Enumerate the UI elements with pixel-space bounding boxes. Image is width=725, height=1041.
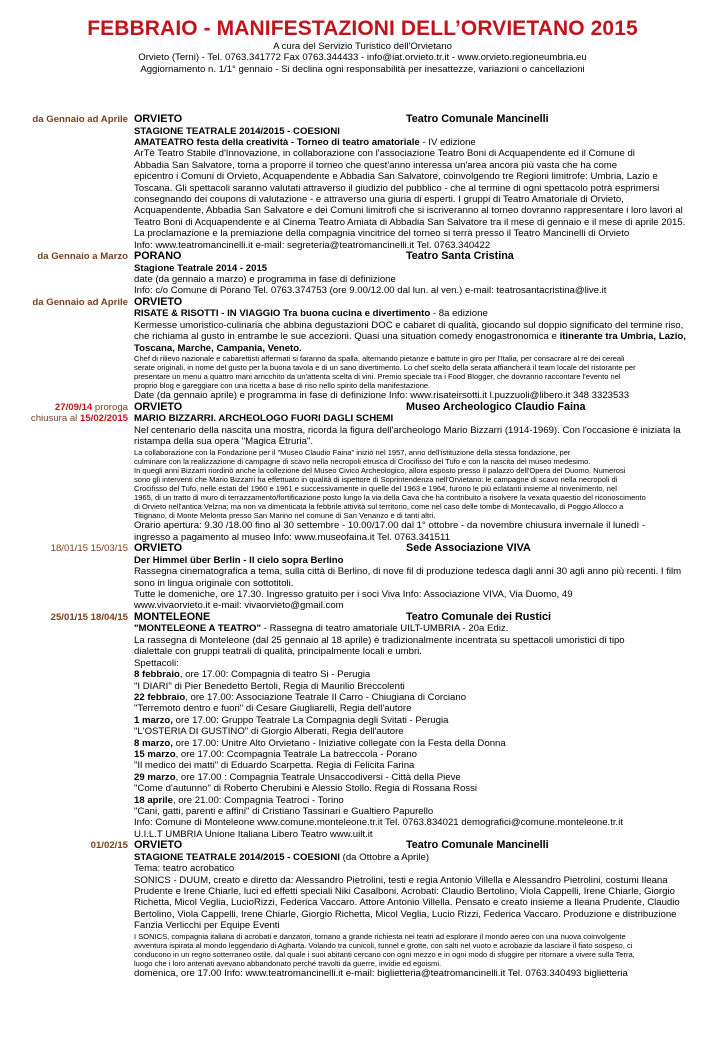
schedule-date: 18 aprile [134,794,173,806]
event-venue: Teatro Comunale dei Rustici [406,610,551,623]
schedule-company: , ore 21.00: Compagnia Teatroci - Torino [172,794,344,806]
events-list [0,114,725,979]
event-date [0,251,134,297]
event-heading [134,114,694,126]
event-date-line [0,413,128,424]
event-city: PORANO [134,250,182,263]
event-info: U.I.L.T UMBRIA Unione Italiana Libero Teatro www.uilt.it [134,828,373,840]
event-fineprint: Crocifisso del Tufo, nelle estati del 1960 e 1961 e successivamente in quelle del 1963 e 1964, furono le più eclatanti insieme al rinvenimento, nel [134,484,617,494]
event-info: www.vivaorvieto.it e-mail: vivaorvieto@gmail.com [134,600,344,612]
event-line: ristampa della sua opera "Magica Etruria". [134,436,314,448]
event-fineprint: La collaborazione con la Fondazione per il "Museo Claudio Faina" iniziò nel 1957, anno dell'istituzione della stessa fondazione, per [134,447,571,457]
event-line: Bertolino, Viola Cappelli, Irene Chiarle, Giorgio Richetta, Micol Veglia, Lucio Rizzi, Federica Vaccaro. Produzione e distribuzione [134,908,677,920]
event-fineprint: conducono in un regno sotterraneo ostile, dal quale i suoi abitanti cercano con ogni mezzo e in ogni modo di sfuggire per ritornare a vivere sulla Terra, [134,949,635,959]
event-info: domenica, ore 17.00 Info: www.teatromancinelli.it e-mail: biglietteria@teatromancinelli.it Tel. 0763.340493 biglietteria [134,968,628,979]
event-fineprint: Titignano, di Monte Melonta presso San Marino nel comune di San Venanzo e di tanti altri. [134,511,436,521]
event-body [134,251,694,297]
event-edition: - 8a edizione [430,308,488,320]
event-info: Info: c/o Comune di Porano Tel. 0763.374753 (ore 9.00/12.00 dal lun. al ven.) e-mail: teatrosantacristina@live.it [134,285,607,297]
schedule-date: 1 marzo, [134,714,173,726]
event-line: Prudente e Irene Chiarle, luci ed effetti speciali Niki Casalboni. Acrobati: Claudio Bertolino, Viola Cappelli, Irene Chiarle, Giorgio [134,886,675,897]
event-date-text: 18/01/15 15/03/15 [50,543,128,555]
event-edition: - IV edizione [419,137,476,148]
event-date-end: 15/02/2015 [79,413,128,425]
event-line: Teatro Boni di Acquapendente e al Cinema Teatro Amiata di Abbadia San Salvatore tra il mese di gennaio e il mese di aprile 2015. [134,216,686,228]
event-entry [0,251,725,297]
event-line: Toscana. Gli spettacoli saranno valutati attraverso il giudizio del pubblico - che al termine di ogni spettacolo potrà esprimersi [134,182,660,194]
event-date-text: 01/02/15 [90,840,128,852]
event-date-line [0,402,128,413]
event-line: ArTè Teatro Stabile d'Innovazione, in collaborazione con l'associazione Teatro Boni di Acquapendente ed il Comune di [134,148,635,160]
schedule-company: , ore 17.00: Ccompagnia Teatrale La batreccola - Porano [175,748,418,760]
event-body [134,114,694,251]
event-line: Stagione Teatrale 2014 - 2015 [134,262,268,274]
event-line: La proclamazione e la premiazione della compagnia vincitrice del torneo si terrà presso il Teatro Mancinelli di Orvieto [134,228,630,240]
event-line: consegnando dei coupons di valutazione - e attraverso una giuria di esperti. I gruppi di Teatro Amatoriale di Orvieto, [134,194,624,206]
event-city: ORVIETO [134,295,183,308]
schedule-date: 22 febbraio [134,691,186,703]
schedule-company: ore 17.00: Unitre Alto Orvietano - Iniziative collegate con la Festa della Donna [172,737,506,749]
event-subtitle: AMATEATRO festa della creatività - Torneo di teatro amatoriale [134,137,420,148]
schedule-company: , ore 17.00 : Compagnia Teatrale Unsaccodiversi - Città della Pieve [175,771,461,783]
event-line: MARIO BIZZARRI. ARCHEOLOGO FUORI DAGLI SCHEMI [134,413,394,425]
event-line: Orario apertura: 9.30 /18.00 fino al 30 settembre - 10.00/17.00 dal 1° ottobre - da novembre chiusura invernale il lunedì - [134,520,646,532]
event-line: Der Himmel über Berlin - Il cielo sopra Berlino [134,554,344,566]
event-line: dialettale con gruppi teatrali di qualità, principalmente locali e umbri. [134,646,422,658]
event-venue: Teatro Santa Cristina [406,250,514,263]
event-fineprint: I SONICS, compagnia italiana di acrobati e danzatori, tornano a grande richiesta nei teatri ad esplorare il mondo aereo con una nuova coinvolgente [134,931,626,941]
schedule-company: ore 17.00: Gruppo Teatrale La Compagnia degli Svitati - Perugia [172,714,449,726]
header-contacts: Orvieto (Terni) - Tel. 0763.341772 Fax 0763.344433 - info@iat.orvieto.tr.it - www.orvieto.regioneumbria.eu [138,52,587,64]
event-body [134,402,694,543]
event-line: Spettacoli: [134,657,179,669]
event-line: epicentro i Comuni di Orvieto, Acquapendente e Abbadia San Salvatore, coinvolgendo tre Regioni limitrofe: Umbria, Lazio e [134,171,658,183]
schedule-show: "I DIARI" di Pier Benedetto Bertoli, Regia di Maurilio Breccolenti [134,680,405,692]
event-date [0,840,134,979]
event-date [0,114,134,251]
schedule-date: 8 febbraio [134,669,180,681]
schedule-show: "Il medico dei matti" di Eduardo Scarpetta. Regia di Felicita Farina [134,760,415,772]
event-date [0,402,134,543]
event-line: STAGIONE TEATRALE 2014/2015 - COESIONI [134,125,340,137]
event-line: Fanzia Verlicchi per Equipe Eventi [134,920,280,932]
schedule-line [134,669,694,680]
schedule-line [134,692,694,703]
event-entry [0,114,725,251]
event-line: Acquapendente, Abbadia San Salvatore e dei Comuni limitrofi che si iscriveranno al torneo dovranno rappresentare i loro lavori al [134,205,683,217]
event-line [134,137,694,148]
event-venue: Museo Archeologico Claudio Faina [406,400,586,413]
event-heading [134,612,694,624]
event-entry [0,543,725,612]
event-line: Tutte le domeniche, ore 17.30. Ingresso gratuito per i soci Viva Info: Associazione VIVA, Via Duomo, 49 [134,589,573,601]
schedule-show: "Cani, gatti, parenti e affini" di Cristiano Tassinari e Gualtiero Papurello [134,805,434,817]
event-entry [0,402,725,543]
event-fineprint: sono gli interventi che Mario Bizzarri ha effettuato in qualità di ispettore di Soprintendenza nell'Orvietano: le campagne di scavo nella necropoli di [134,474,618,484]
page-header [0,17,725,75]
event-date [0,297,134,402]
event-edition: (da Ottobre a Aprile) [339,851,430,863]
schedule-company: , ore 17.00: Associazione Teatrale Il Carro - Chiugiana di Corciano [185,691,467,703]
event-line: Toscana, Marche, Campania, Veneto. [134,342,302,354]
schedule-company: , ore 17.00: Compagnia di teatro Si - Perugia [179,669,371,681]
event-city: ORVIETO [134,542,183,555]
event-venue: Sede Associazione VIVA [406,542,531,555]
event-info: Info: www.teatromancinelli.it e-mail: segreteria@teatromancinelli.it Tel. 0763.340422 [134,239,491,251]
event-date [0,612,134,840]
event-line: Abbadia San Salvatore, torna a proporre il torneo che quest'anno interessa un'area ancora più vasta che ha come [134,159,618,171]
event-fineprint: culminare con la realizzazione di campagne di scavo nella necropoli etrusca di Crocifisso del Tufo e con la nascita del museo medesimo. [134,456,591,466]
event-heading [134,402,694,414]
event-line: Rassegna cinematografica a tema, sulla città di Berlino, di nove fil di produzione tedesca dagli anni 30 agli anno più recenti. I film [134,566,682,578]
event-line: sono in lingua originale con sottotitoli. [134,577,294,589]
event-body [134,543,694,612]
event-subtitle: "MONTELEONE A TEATRO" [134,623,262,635]
schedule-date: 29 marzo [134,771,176,783]
event-city: ORVIETO [134,400,183,413]
event-edition: - Rassegna di teatro amatoriale UILT-UMBRIA - 20a Ediz. [261,623,509,635]
event-date-text: da Gennaio ad Aprile [32,296,128,308]
event-info: ingresso a pagamento al museo Info: www.museofaina.it Tel. 0763.341511 [134,531,450,543]
event-date-text: 25/01/15 18/04/15 [50,611,128,623]
event-entry [0,612,725,840]
header-credit: A cura del Servizio Turistico dell'Orvietano [273,41,452,52]
event-body [134,612,694,840]
event-fineprint: serate originali, in nome del gusto per la buona tavola e di un sano divertimento. Lo chef scelto della serata affiancherà il team locale del ristorante per [134,363,636,373]
event-fineprint: di Orvieto nell'antica Velzna; ma non va dimenticata la febbrile attività sul territorio, come nel caso delle tombe di Montecavallo, di Poggio Allocco a [134,502,624,512]
schedule-line [134,749,694,760]
event-info: Date (da gennaio aprile) e programma in fase di definizione Info: www.risateirsotti.it l.puzzuoli@libero.it 348 3323533 [134,390,630,402]
event-fineprint: presentare un menu a quattro mani arricchito da un'attenta scelta di vini. Premio speciale tra i Food Blogger, che dovranno raccontare l'evento nel [134,372,621,382]
schedule-line [134,738,694,749]
event-line: Kermesse umoristico-culinaria che abbina degustazioni DOC e cabaret di qualità, giocando sul doppio significato del termine riso, [134,319,684,331]
schedule-line [134,772,694,783]
event-venue: Teatro Comunale Mancinelli [406,113,549,125]
event-fineprint: 1965, di un tratto di muro di terrazzamento/fortificazione posto lungo la via della Cava che ha contribuito a risolvere la vexata quaestio del riconoscimento [134,493,646,503]
event-date-note: proroga [92,401,128,413]
event-emphasis: itinerante tra Umbria, Lazio, [559,331,686,343]
event-date-text: da Gennaio ad Aprile [32,114,128,125]
event-line [134,623,694,634]
event-date-start: 27/09/14 [54,401,93,413]
event-line: Tema: teatro acrobatico [134,863,235,875]
event-line: Richetta, Micol Veglia, LucioRizzi, Federica Vaccaro. Attore Antonio Villella. Pensato e creato insieme a Ileana Prudente, Claudio [134,897,680,909]
event-entry [0,297,725,402]
event-body [134,840,694,979]
event-subtitle: RISATE & RISOTTI - IN VIAGGIO Tra buona cucina e divertimento [134,308,431,320]
event-line: Nel centenario della nascita una mostra, ricorda la figura dell'archeologo Mario Bizzarri (1914-1969). Con l'occasione è iniziata la [134,424,681,436]
event-fineprint: proprio blog e gareggiare con una ricetta a base di riso nello spirito della manifestazione. [134,381,431,391]
event-line [134,852,694,863]
schedule-show: "Terremoto dentro e fuori" di Cesare Giugliarelli, Regia dell'autore [134,703,412,715]
event-fineprint: Chef di rilievo nazionale e cabarettisti affermati si faranno da spalla, alternando pietanze e battute in giro per l'Italia, per consacrare al re dei cereali [134,354,625,364]
event-line: La rassegna di Monteleone (dal 25 gennaio al 18 aprile) è tradizionalmente incentrata su spettacoli umoristici di tipo [134,634,625,646]
event-date-text: da Gennaio a Marzo [37,251,128,263]
event-heading [134,251,694,263]
header-update-note: Aggiornamento n. 1/1° gennaio - Si declina ogni responsabilità per inesattezze, variazioni o cancellazioni [140,63,585,75]
event-city: ORVIETO [134,839,183,852]
page-title: FEBBRAIO - MANIFESTAZIONI DELL’ORVIETANO 2015 [87,17,638,40]
event-line [134,308,694,319]
event-date-note: chiusura al [30,413,80,425]
event-heading [134,543,694,555]
event-fineprint: avventura ispirata al mondo leggendario di Agharta. Volando tra cunicoli, tunnel e grotte, con salti nel vuoto e acrobazie da lasciare il fiato sospeso, ci [134,940,633,950]
event-subtitle: STAGIONE TEATRALE 2014/2015 - COESIONI [134,851,340,863]
event-date [0,543,134,612]
event-info: Info: Comune di Monteleone www.comune.monteleone.tr.it Tel. 0763.834021 demografici@comune.monteleone.tr.it [134,817,624,829]
event-line [134,331,694,342]
event-heading [134,840,694,852]
event-body [134,297,694,402]
event-text: che richiama al gusto in entrambe le sue accezioni. Quasi una situation comedy enogastronomica e [134,331,560,343]
event-city: MONTELEONE [134,610,211,623]
event-line: date (da gennaio a marzo) e programma in fase di definizione [134,274,396,286]
event-city: ORVIETO [134,113,183,125]
event-fineprint: In quegli anni Bizzarri riordinò anche la collezione del Museo Civico Archeologico, allora esposto presso il palazzo dell'Opera del Duomo. Numerosi [134,465,626,475]
schedule-show: "L'OSTERIA DI GUSTINO" di Giorgio Alberati, Regia dell'autore [134,726,404,738]
event-line: SONICS - DUUM, creato e diretto da: Alessandro Pietrolini, testi e regia Antonio Villella e Alessandro Pietrolini, costumi Ileana [134,874,668,886]
event-fineprint: luogo che i loro antenati avevano abbandonato perché travolti da guerre, invidie ed egoismi. [134,958,442,968]
event-heading [134,297,694,309]
schedule-date: 8 marzo, [134,737,173,749]
event-entry [0,840,725,979]
schedule-date: 15 marzo [134,748,176,760]
event-venue: Teatro Comunale Mancinelli [406,839,549,852]
schedule-line [134,715,694,726]
schedule-show: "Come d'autunno" di Roberto Cherubini e Alessio Stollo. Regia di Rossana Rossi [134,783,478,795]
schedule-line [134,795,694,806]
